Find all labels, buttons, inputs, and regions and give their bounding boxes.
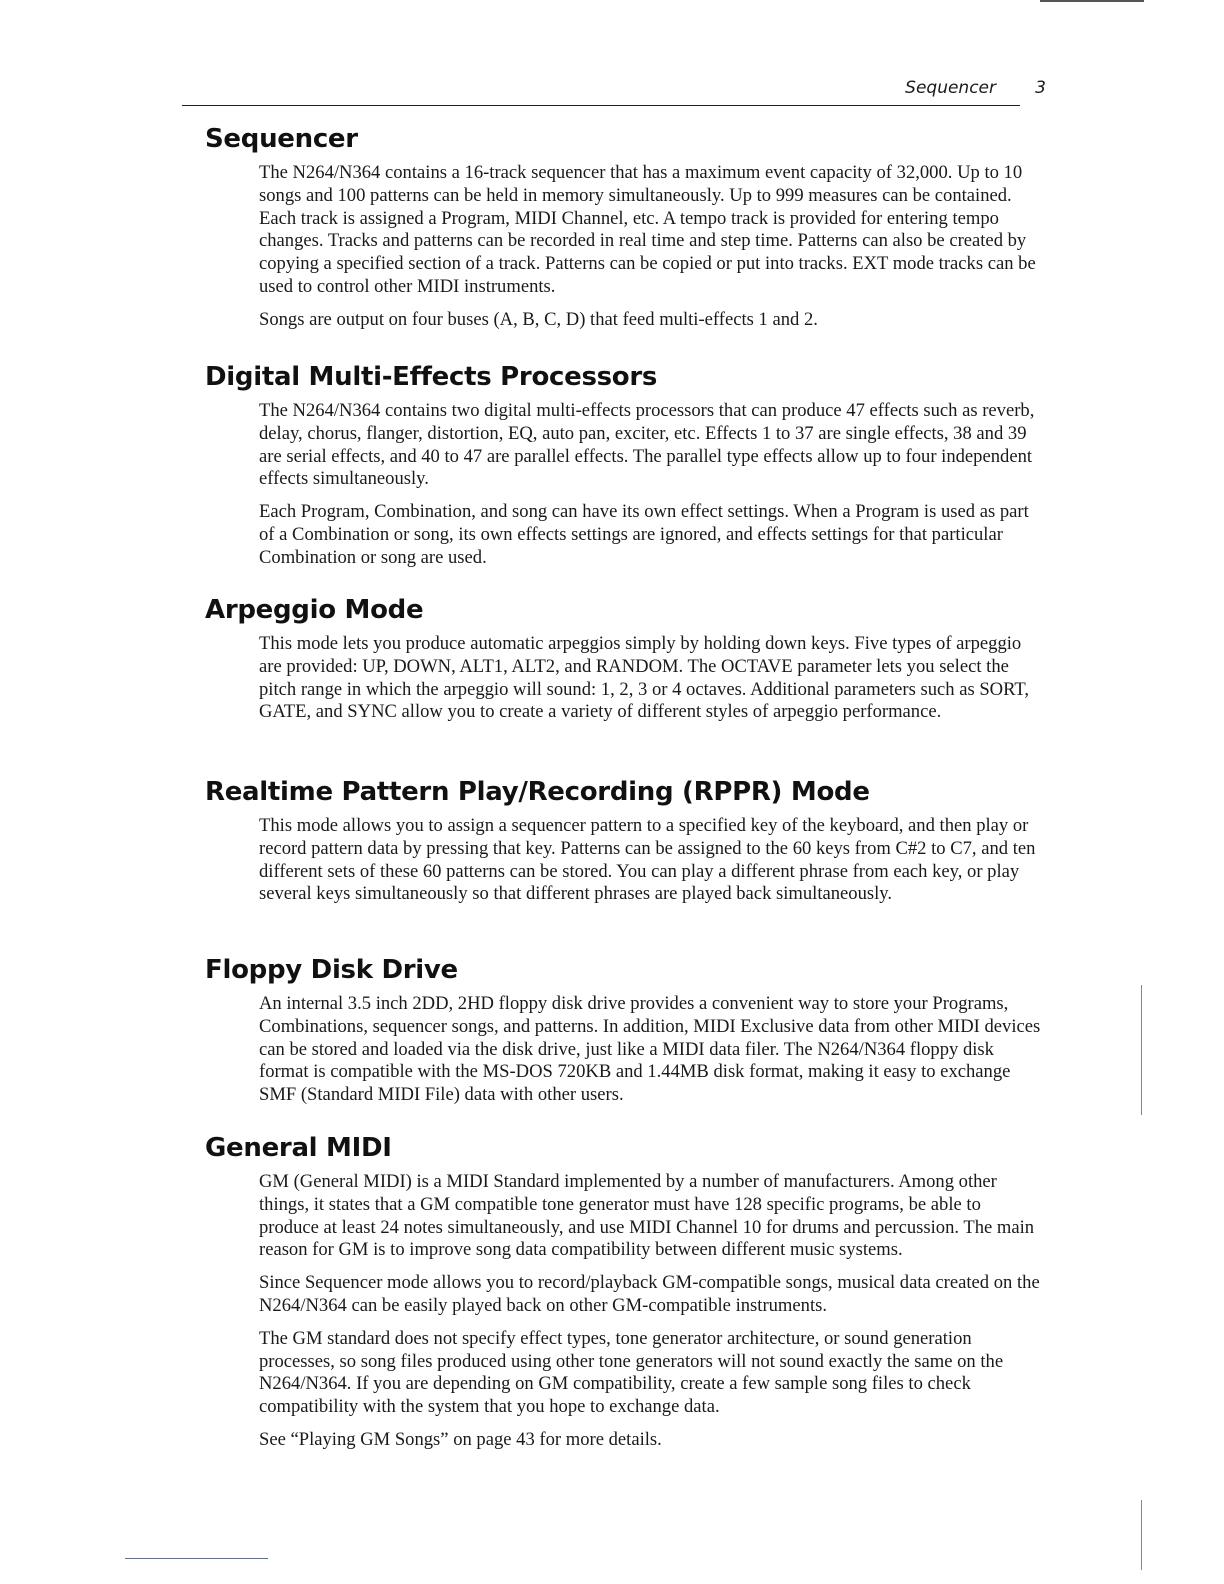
section-paragraph: Each Program, Combination, and song can have its own effect settings. When a Program is used as part of a Combination or song, its own effects settings are ignored, and effects settings for that particular Combination or song are used.	[259, 501, 1029, 568]
section-paragraph: The N264/N364 contains two digital multi-effects processors that can produce 47 effects such as reverb, delay, chorus, flanger, distortion, EQ, auto pan, exciter, etc. Effects 1 to 37 are single effects, 38 and 39 are serial effects, and 40 to 47 are parallel effects. The parallel type effects allow up to four independent effects simultaneously.	[259, 400, 1035, 490]
section-heading: General MIDI	[205, 1133, 392, 1163]
section-heading: Floppy Disk Drive	[205, 955, 458, 985]
section-heading: Realtime Pattern Play/Recording (RPPR) Mode	[205, 777, 870, 807]
scan-edge-mark	[125, 1558, 268, 1559]
scan-edge-line	[1141, 1500, 1142, 1570]
section-paragraph: This mode lets you produce automatic arpeggios simply by holding down keys. Five types of arpeggio are provided: UP, DOWN, ALT1, ALT2, and RANDOM. The OCTAVE parameter lets you select the pitch range in which the arpeggio will sound: 1, 2, 3 or 4 octaves. Additional parameters such as SORT, GATE, and SYNC allow you to create a variety of different styles of arpeggio performance.	[259, 633, 1030, 723]
header-rule	[182, 105, 1020, 106]
section-paragraph: Songs are output on four buses (A, B, C, D) that feed multi-effects 1 and 2.	[259, 308, 818, 330]
section-heading: Sequencer	[205, 124, 358, 154]
section-paragraph: The GM standard does not specify effect types, tone generator architecture, or sound generation processes, so song files produced using other tone generators will not sound exactly the same on the N264/N364. If you are depending on GM compatibility, create a few sample song files to check compatibility with the system that you hope to exchange data.	[259, 1327, 1004, 1418]
scan-edge-line	[1141, 985, 1142, 1115]
section-paragraph: This mode allows you to assign a sequencer pattern to a specified key of the keyboard, and then play or record pattern data by pressing that key. Patterns can be assigned to the 60 keys from C#2 to C7, and ten different sets of these 60 patterns can be stored. You can play a different phrase from each key, or play several keys simultaneously so that different phrases are played back simultaneously.	[259, 815, 1036, 905]
section-paragraph: The N264/N364 contains a 16-track sequencer that has a maximum event capacity of 32,000. Up to 10 songs and 100 patterns can be held in memory simultaneously. Up to 999 measures can be contained. Each track is assigned a Program, MIDI Channel, etc. A tempo track is provided for entering tempo changes. Tracks and patterns can be recorded in real time and step time. Patterns can also be created by copying a specified section of a track. Patterns can be copied or put into tracks. EXT mode tracks can be used to control other MIDI instruments.	[259, 162, 1036, 297]
section-floppy-disk	[205, 955, 1045, 1117]
section-paragraph: See “Playing GM Songs” on page 43 for more details.	[259, 1428, 662, 1450]
section-rppr	[205, 777, 1045, 916]
section-multi-effects	[205, 362, 1045, 580]
section-paragraph: An internal 3.5 inch 2DD, 2HD floppy disk drive provides a convenient way to store your Programs, Combinations, sequencer songs, and patterns. In addition, MIDI Exclusive data from other MIDI devices can be stored and loaded via the disk drive, just like a MIDI data filer. The N264/N364 floppy disk format is compatible with the MS-DOS 720KB and 1.44MB disk format, making it easy to exchange SMF (Standard MIDI File) data with other users.	[259, 993, 1041, 1106]
running-header	[182, 76, 1048, 102]
section-paragraph: GM (General MIDI) is a MIDI Standard implemented by a number of manufacturers. Among other things, it states that a GM compatible tone generator must have 128 specific programs, be able to produce at least 24 notes simultaneously, and use MIDI Channel 10 for drums and percussion. The main reason for GM is to improve song data compatibility between different music systems.	[259, 1171, 1035, 1261]
page-number: 3	[1035, 78, 1046, 98]
section-heading: Digital Multi-Effects Processors	[205, 362, 658, 392]
section-sequencer	[205, 124, 1045, 342]
section-arpeggio	[205, 595, 1045, 734]
running-header-title: Sequencer	[905, 78, 996, 98]
section-general-midi	[205, 1133, 1045, 1462]
section-paragraph: Since Sequencer mode allows you to record/playback GM-compatible songs, musical data created on the N264/N364 can be easily played back on other GM-compatible instruments.	[259, 1272, 1040, 1316]
section-heading: Arpeggio Mode	[205, 595, 424, 625]
scan-edge-mark	[1040, 0, 1144, 2]
